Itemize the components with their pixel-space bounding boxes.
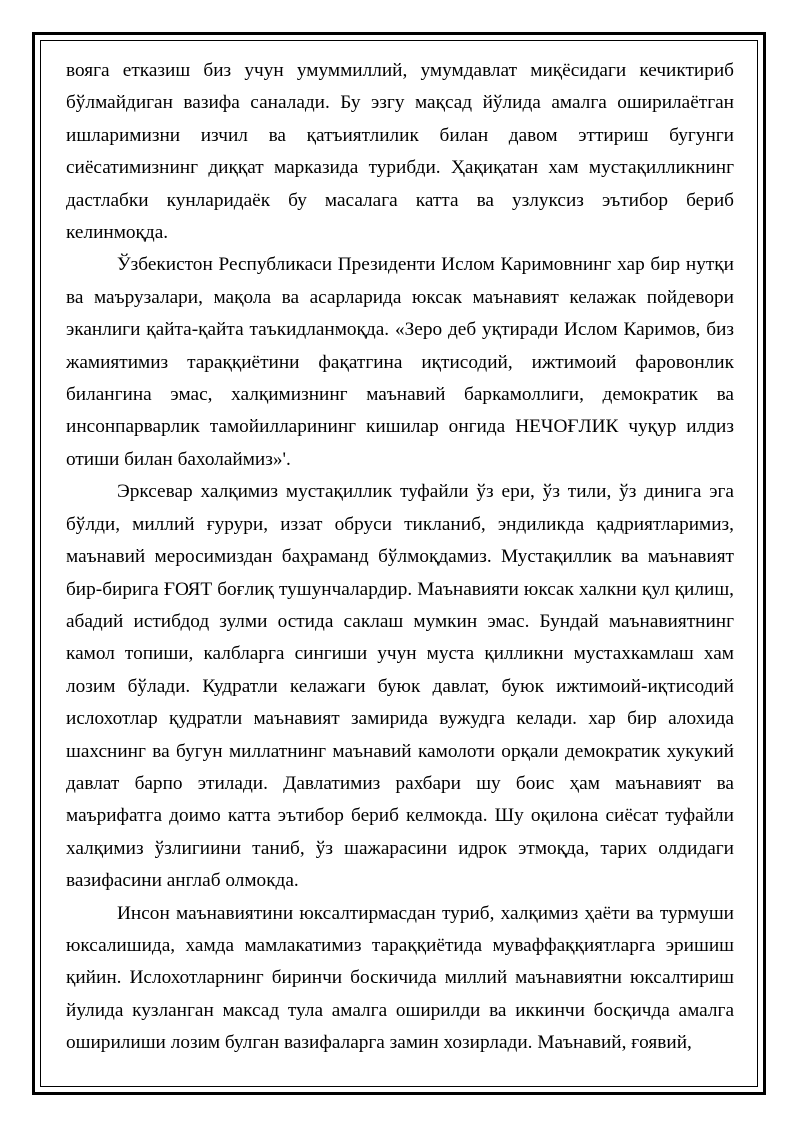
- paragraph-1: вояга етказиш биз учун умуммиллий, умумдавлат миқёсидаги кечиктириб бўлмайдиган вазифа саналади. Бу эзгу мақсад йўлида амалга оширилаётган ишларимизни изчил ва қатъиятлилик билан давом эттириш бугунги сиёсатимизнинг диққат марказида турибди. Ҳақиқатан хам мустақилликнинг дастлабки кунларидаёк бу масалага катта ва узлуксиз эътибор бериб келинмоқда.: [66, 60, 734, 244]
- page-content: [66, 55, 734, 1060]
- paragraph-2: Ўзбекистон Республикаси Президенти Ислом Каримовнинг хар бир нутқи ва маърузалари, мақола ва асарларида юксак маънавият келажак пойдевори эканлиги қайта-қайта таъкидланмоқда. «Зеро деб уқтиради Ислом Каримов, биз жамиятимиз тараққиётини фақатгина иқтисодий, ижтимоий фаровонлик билангина эмас, халқимизнинг маънавий баркамоллиги, демократик ва инсонпарварлик тамойилларининг кишилар онгида НЕЧОҒЛИК чуқур илдиз отиши билан бахолаймиз»'.: [66, 254, 734, 470]
- paragraph-4: Инсон маънавиятини юксалтирмасдан туриб, халқимиз ҳаёти ва турмуши юксалишида, хамда мамлакатимиз тараққиётида муваффаққиятларга эришиш қийин. Ислохотларнинг биринчи боскичида миллий маънавиятни юксалтириш йулида кузланган максад тула амалга оширилди ва иккинчи босқичда амалга оширилиши лозим булган вазифаларга замин хозирлади. Маънавий, ғоявий,: [66, 902, 734, 1054]
- paragraph-3: Эрксевар халқимиз мустақиллик туфайли ўз ери, ўз тили, ўз динига эга бўлди, миллий ғурури, иззат обруси тикланиб, эндиликда қадриятларимиз, маънавий меросимиздан баҳраманд бўлмоқдамиз. Мустақиллик ва маънавият бир-бирига ҒОЯТ боғлиқ тушунчалардир. Маънавияти юксак халкни қул қилиш, абадий истибдод зулми остида саклаш мумкин эмас. Бундай маънавиятнинг камол топиши, калбларга сингиши учун муста қилликни мустахкамлаш хам лозим бўлади. Кудратли келажаги буюк давлат, буюк ижтимоий-иқтисодий ислохотлар қудратли маънавият замирида вужудга келади. хар бир алохида шахснинг ва бугун миллатнинг маънавий камолоти орқали демократик хукукий давлат барпо этилади. Давлатимиз рахбари шу боис ҳам маънавият ва маърифатга доимо катта эътибор бериб келмокда. Шу оқилона сиёсат туфайли халқимиз ўзлигиини таниб, ўз шажарасини идрок этмоқда, тарих олдидаги вазифасини англаб олмокда.: [66, 481, 734, 892]
